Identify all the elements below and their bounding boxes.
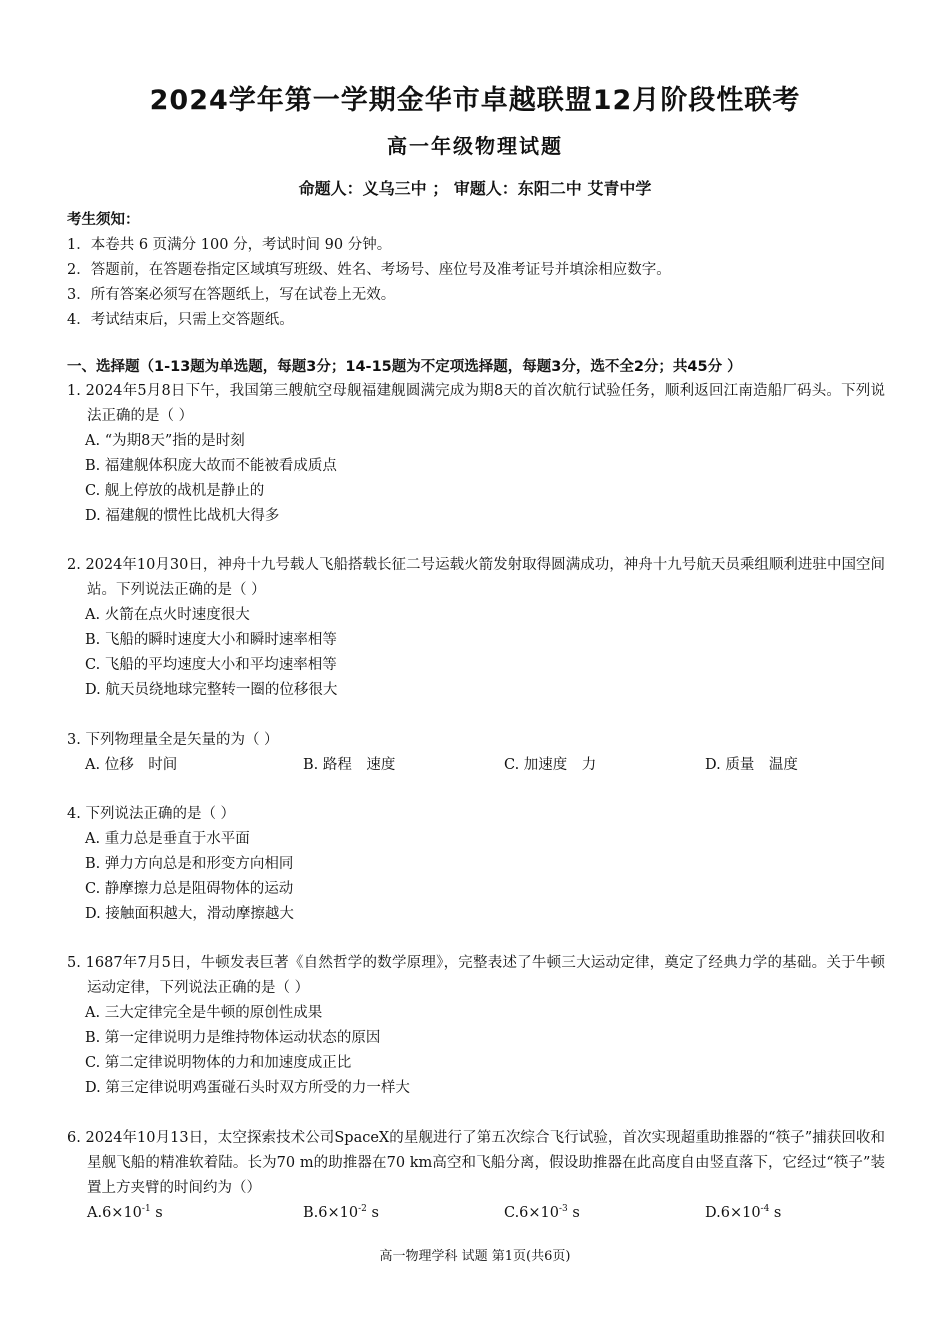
option-a: A. 位移 时间 [85,757,178,773]
option-c: C. 飞船的平均速度大小和平均速率相等 [85,657,337,673]
option-d: D. 航天员绕地球完整转一圈的位移很大 [85,682,338,698]
question-3 [67,728,885,778]
section-heading: 一、选择题（1-13题为单选题，每题3分；14-15题为不定项选择题，每题3分，选不全2分；共45分 ） [67,359,742,375]
option-a: $A.6\times 10^{-1}$ s [87,1204,163,1221]
option-a: A. 重力总是垂直于水平面 [85,831,250,847]
question-stem: 4. 下列说法正确的是（ ） [67,806,236,822]
option-b: B. 路程 速度 [303,757,396,773]
exam-notice [67,208,897,333]
option-b: B. 弹力方向总是和形变方向相同 [85,856,294,872]
option-b: B. 第一定律说明力是维持物体运动状态的原因 [85,1030,381,1046]
page-subtitle: 高一年级物理试题 [387,134,563,158]
page-title: 2024学年第一学期金华市卓越联盟12月阶段性联考 [149,85,801,116]
option-c: C. 第二定律说明物体的力和加速度成正比 [85,1055,352,1071]
option-c: $C.6\times 10^{-3}$ s [504,1204,580,1221]
question-4 [67,802,885,927]
option-d: $D.6\times 10^{-4}$ s [705,1204,782,1221]
question-5 [67,951,885,1101]
option-b: B. 福建舰体积庞大故而不能被看成质点 [85,458,337,474]
option-d: D. 接触面积越大，滑动摩擦越大 [85,906,294,922]
option-a: A. 三大定律完全是牛顿的原创性成果 [85,1005,323,1021]
question-1 [67,379,885,529]
notice-item: 4．考试结束后，只需上交答题纸。 [67,312,294,328]
option-a: A. “为期8天”指的是时刻 [85,433,245,449]
option-b: $B.6\times 10^{-2}$ s [303,1204,379,1221]
notice-heading: 考生须知： [67,212,140,228]
question-stem: 1. 2024年5月8日下午，我国第三艘航空母舰福建舰圆满完成为期8天的首次航行试验任务，顺利返回江南造船厂码头。下列说法正确的是（ ） [67,383,885,424]
option-c: C. 舰上停放的战机是静止的 [85,483,265,499]
option-b: B. 飞船的瞬时速度大小和瞬时速率相等 [85,632,337,648]
question-2 [67,553,885,703]
option-c: C. 静摩擦力总是阻碍物体的运动 [85,881,294,897]
question-stem: 2. 2024年10月30日，神舟十九号载人飞船搭载长征二号运载火箭发射取得圆满成功，神舟十九号航天员乘组顺利进驻中国空间站。下列说法正确的是（ ） [67,557,885,598]
options-row [67,753,885,778]
option-a: A. 火箭在点火时速度很大 [85,607,250,623]
option-c: C. 加速度 力 [504,757,597,773]
option-d: D. 福建舰的惯性比战机大得多 [85,508,280,524]
page-footer: 高一物理学科 试题 第1页(共6页) [379,1249,571,1264]
option-d: D. 质量 温度 [705,757,798,773]
question-stem: 6. 2024年10月13日，太空探索技术公司SpaceX的星舰进行了第五次综合飞行试验，首次实现超重助推器的“筷子”捕获回收和星舰飞船的精准软着陆。长为70 m的助推器在70 km高空和飞船分离，假设助推器在此高度自由竖直落下，它经过“筷子”装置上方夹臂的时间约为（） [67,1130,885,1196]
question-6 [67,1126,885,1226]
option-d: D. 第三定律说明鸡蛋碰石头时双方所受的力一样大 [85,1080,410,1096]
question-stem: 5. 1687年7月5日，牛顿发表巨著《自然哲学的数学原理》，完整表述了牛顿三大运动定律，奠定了经典力学的基础。关于牛顿运动定律，下列说法正确的是（ ） [67,955,885,996]
options-row [67,1201,885,1226]
question-stem: 3. 下列物理量全是矢量的为（ ） [67,732,279,748]
notice-item: 3．所有答案必须写在答题纸上，写在试卷上无效。 [67,287,396,303]
authors-line: 命题人：义乌三中 ； 审题人：东阳二中 艾青中学 [298,179,652,198]
notice-item: 2．答题前，在答题卷指定区域填写班级、姓名、考场号、座位号及准考证号并填涂相应数字。 [67,262,671,278]
notice-item: 1．本卷共 6 页满分 100 分，考试时间 90 分钟。 [67,237,392,253]
